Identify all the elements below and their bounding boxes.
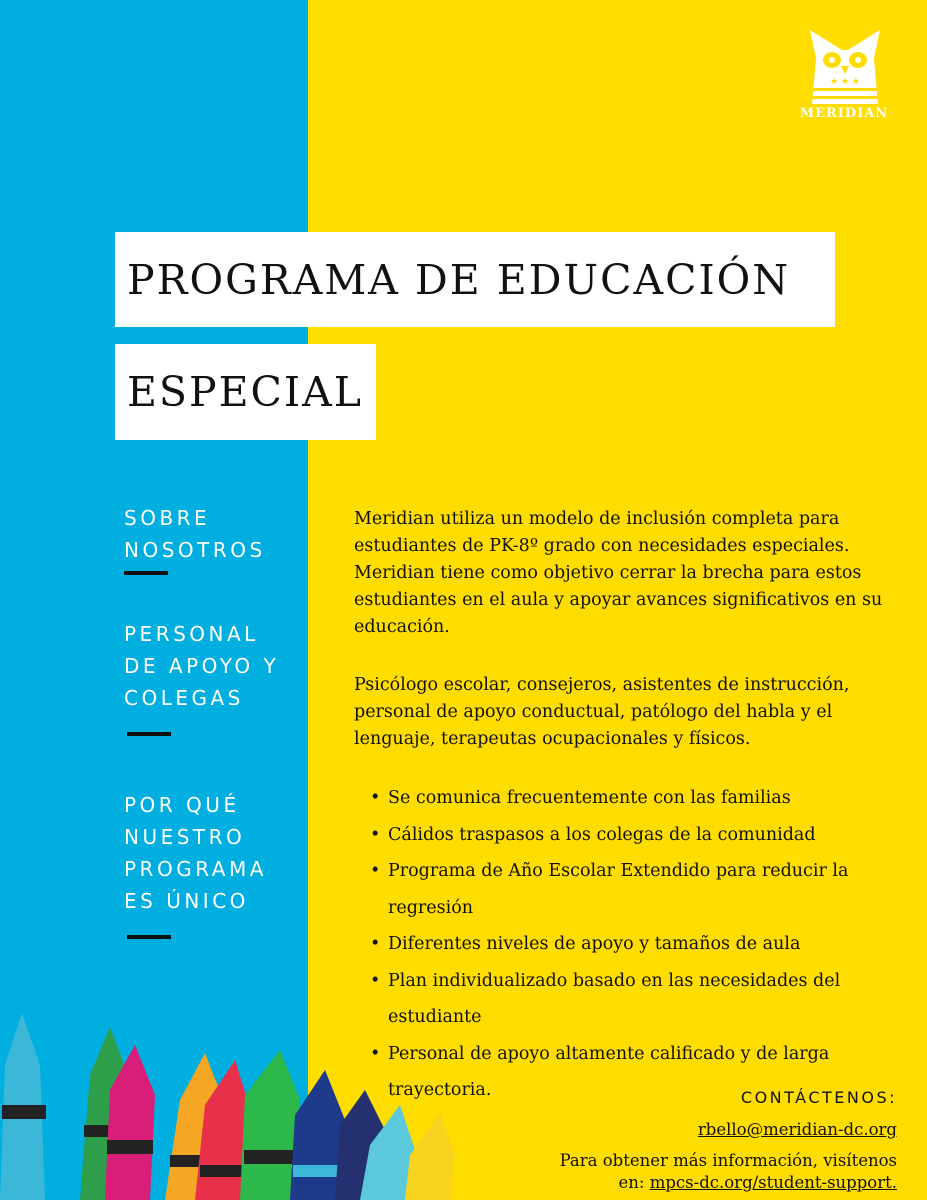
logo-text: MERIDIAN	[799, 106, 889, 121]
divider	[124, 571, 168, 575]
heading-about: SOBRE NOSOTROS	[124, 506, 266, 562]
email-link[interactable]: rbello@meridian-dc.org	[697, 1120, 897, 1139]
crayon	[405, 1113, 455, 1200]
list-item: • Plan individualizado basado en las necesidades del estudiante	[370, 963, 910, 1036]
crayons-image	[0, 1005, 470, 1200]
divider	[127, 732, 171, 736]
divider	[127, 935, 171, 939]
about-text: Meridian utiliza un modelo de inclusión completa para estudiantes de PK-8º grado con necesidades especiales. Meridian tiene como objetivo cerrar la brecha para estos estudiantes en el aula y apoyar avances significativos en su educación.	[354, 509, 883, 637]
heading-staff: PERSONAL DE APOYO Y COLEGAS	[124, 622, 280, 710]
title-line-2: ESPECIAL	[115, 344, 376, 440]
crayon	[0, 1013, 46, 1200]
svg-text:★ ★ ★: ★ ★ ★	[830, 77, 860, 87]
info-text: Para obtener más información, visítenos	[559, 1151, 897, 1170]
title-line-1: PROGRAMA DE EDUCACIÓN	[115, 232, 835, 327]
staff-text: Psicólogo escolar, consejeros, asistentes de instrucción, personal de apoyo conductual, patólogo del habla y el lenguaje, terapeutas ocupacionales y físicos.	[354, 675, 850, 749]
heading-unique: POR QUÉ NUESTRO PROGRAMA ES ÚNICO	[124, 793, 267, 913]
owl-logo-icon	[800, 28, 890, 108]
website-link[interactable]: mpcs-dc.org/student-support.	[649, 1173, 897, 1192]
contact-heading: CONTÁCTENOS:	[740, 1088, 897, 1107]
info-en: en:	[618, 1173, 650, 1192]
list-item: • Personal de apoyo altamente calificado y de larga trayectoria.	[370, 1036, 910, 1109]
list-item: • Programa de Año Escolar Extendido para reducir la regresión	[370, 853, 910, 926]
list-item: • Se comunica frecuentemente con las familias	[370, 780, 910, 817]
list-item: • Diferentes niveles de apoyo y tamaños de aula	[370, 926, 910, 963]
list-item: • Cálidos traspasos a los colegas de la comunidad	[370, 817, 910, 854]
crayon	[240, 1050, 300, 1200]
